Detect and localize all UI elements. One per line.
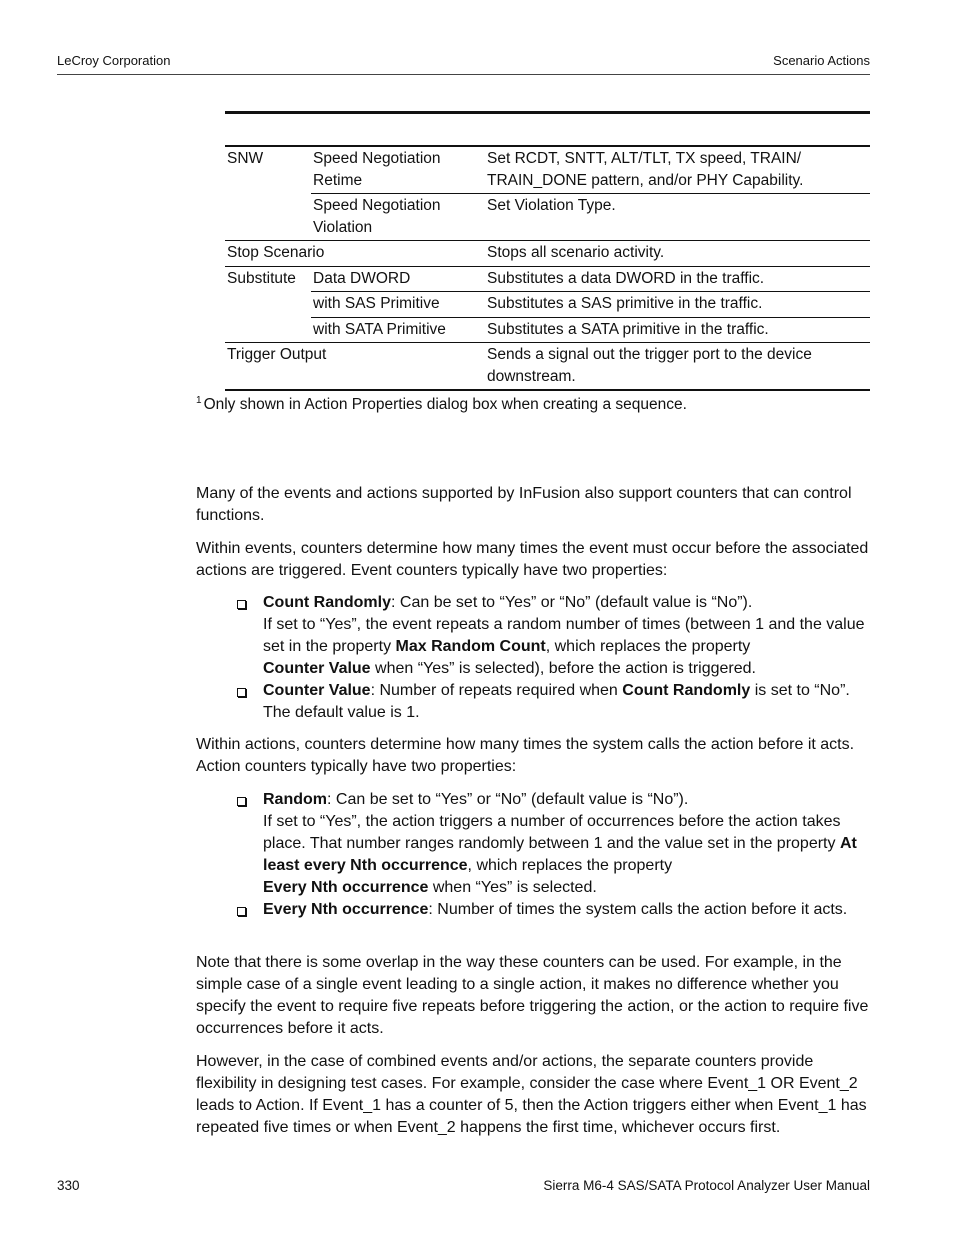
property-text: : Number of repeats required when [370,682,623,699]
page-number: 330 [57,1178,80,1193]
paragraph-text: However, in the case of combined events and/or actions, the separate counters provide flexibility in designing test cases. For example, consider the case where Event_1 OR Event_2 leads to Action. If Event_1 has a counter of 5, then the Action triggers either when Event_1 has repeated five times or when Event_2 happens the first time, whichever occurs first. [196,1053,867,1136]
paragraph [196,538,876,582]
list-item [237,680,877,724]
paragraph-text: Many of the events and actions supported by InFusion also support counters that can control functions. [196,485,852,524]
action-description-cell: Set Violation Type. [485,194,870,241]
property-text: , which replaces the property [467,857,673,874]
property-term: Counter Value [263,682,371,699]
property-text: when “Yes” is selected. [428,879,597,896]
event-counter-list [237,592,877,724]
actions-table [225,145,870,391]
table-row [225,146,870,194]
property-text: is set to “No”. The default value is 1. [263,682,850,721]
paragraph [196,483,876,527]
property-text: , which replaces the property [545,638,751,655]
table-row [225,241,870,267]
table-row [225,194,870,241]
list-item [237,899,877,921]
action-description-cell: Set RCDT, SNTT, ALT/TLT, TX speed, TRAIN/ TRAIN_DONE pattern, and/or PHY Capability. [485,146,870,194]
action-description-cell: Substitutes a SAS primitive in the traffic. [485,292,870,318]
action-name-cell: Trigger Output [225,343,485,391]
table-row [225,266,870,292]
action-name-cell: Stop Scenario [225,241,485,267]
checkbox-bullet-icon [237,600,246,609]
header-divider [57,74,870,75]
action-description-cell: Substitutes a data DWORD in the traffic. [485,266,870,292]
paragraph-text: Note that there is some overlap in the way these counters can be used. For example, in the simple case of a single event leading to a single action, it makes no difference whether you specify the event to require five repeats before triggering the action, or the action to require five occurrences before it acts. [196,954,869,1037]
list-item [237,789,877,899]
property-text: If set to “Yes”, the action triggers a number of occurrences before the action takes place. That number ranges randomly between 1 and the value set in the property [263,813,841,852]
property-term: At least every Nth occurrence [263,835,857,874]
action-name-cell [225,194,311,241]
table-row [225,317,870,343]
property-text: If set to “Yes”, the event repeats a random number of times (between 1 and the value set in the property [263,616,865,655]
property-text: : Can be set to “Yes” or “No” (default value is “No”). [391,594,753,611]
property-text: : Number of times the system calls the action before it acts. [428,901,848,918]
running-header-company: LeCroy Corporation [57,53,171,68]
action-name-cell [225,292,311,318]
property-term: Count Randomly [622,682,751,699]
paragraph [196,1051,876,1139]
property-term: Every Nth occurrence [263,879,429,896]
action-description-cell: Stops all scenario activity. [485,241,870,267]
property-text: when “Yes” is selected), before the action is triggered. [370,660,756,677]
paragraph [196,734,876,778]
action-subtype-cell: with SATA Primitive [311,317,485,343]
action-name-cell: Substitute [225,266,311,292]
property-term: Counter Value [263,660,371,677]
footnote-marker: 1 [196,395,202,406]
action-description-cell: Sends a signal out the trigger port to the device downstream. [485,343,870,391]
action-subtype-cell: Speed Negotiation Retime [311,146,485,194]
table-row [225,343,870,391]
paragraph-text: Within events, counters determine how many times the event must occur before the associated actions are triggered. Event counters typically have two properties: [196,540,869,579]
action-name-cell: SNW [225,146,311,194]
property-term: Max Random Count [395,638,546,655]
action-subtype-cell: with SAS Primitive [311,292,485,318]
action-description-cell: Substitutes a SATA primitive in the traffic. [485,317,870,343]
checkbox-bullet-icon [237,907,246,916]
action-name-cell [225,317,311,343]
paragraph-text: Within actions, counters determine how many times the system calls the action before it acts. Action counters typically have two properties: [196,736,855,775]
action-counter-list [237,789,877,921]
paragraph [196,952,876,1040]
footnote-text: Only shown in Action Properties dialog box when creating a sequence. [203,396,687,413]
table-row [225,292,870,318]
table-footnote [196,395,687,414]
action-subtype-cell: Speed Negotiation Violation [311,194,485,241]
table-top-rule [225,111,870,114]
list-item [237,592,877,680]
property-term: Every Nth occurrence [263,901,429,918]
property-term: Count Randomly [263,594,391,611]
property-text: : Can be set to “Yes” or “No” (default value is “No”). [327,791,689,808]
running-header-section: Scenario Actions [773,53,870,68]
checkbox-bullet-icon [237,797,246,806]
manual-title: Sierra M6-4 SAS/SATA Protocol Analyzer User Manual [543,1178,870,1193]
action-subtype-cell: Data DWORD [311,266,485,292]
property-term: Random [263,791,327,808]
checkbox-bullet-icon [237,688,246,697]
